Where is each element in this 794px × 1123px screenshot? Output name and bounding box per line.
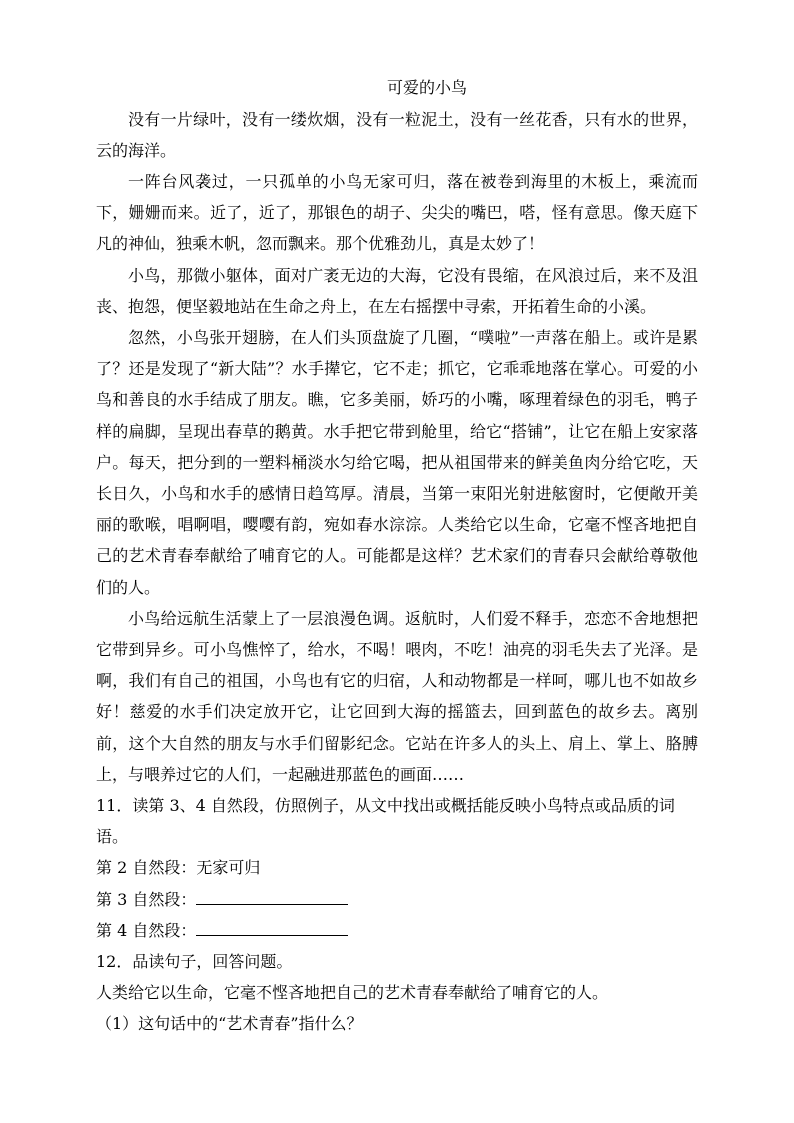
- paragraph-1: 没有一片绿叶，没有一缕炊烟，没有一粒泥土，没有一丝花香，只有水的世界，云的海洋。: [96, 109, 698, 160]
- article-title: 可爱的小鸟: [386, 78, 467, 97]
- paragraph-4: 忽然，小鸟张开翅膀，在人们头顶盘旋了几圈，“噗啦”一声落在船上。或许是累了？还是发现了“新大陆”？水手撵它，它不走；抓它，它乖乖地落在掌心。可爱的小鸟和善良的水手结成了朋友。瞧，它多美丽，娇巧的小嘴，啄理着绿色的羽毛，鸭子样的扁脚，呈现出春草的鹅黄。水手把它带到舱里，给它“搭铺”，让它在船上安家落户。每天，把分到的一塑料桶淡水匀给它喝，把从祖国带来的鲜美鱼肉分给它吃，天长日久，小鸟和水手的感情日趋笃厚。清晨，当第一束阳光射进舷窗时，它便敞开美丽的歌喉，唱啊唱，嘤嘤有韵，宛如春水淙淙。人类给它以生命，它毫不悭吝地把自己的艺术青春奉献给了哺育它的人。可能都是这样？艺术家们的青春只会献给尊敬他们的人。: [96, 327, 698, 597]
- question-11-paragraph-4-label: 第 4 自然段：: [96, 920, 197, 940]
- paragraph-5: 小鸟给远航生活蒙上了一层浪漫色调。返航时，人们爱不释手，恋恋不舍地想把它带到异乡。可小鸟憔悴了，给水，不喝！喂肉，不吃！油亮的羽毛失去了光泽。是啊，我们有自己的祖国，小鸟也有它的归宿，人和动物都是一样呵，哪儿也不如故乡好！慈爱的水手们决定放开它，让它回到大海的摇篮去，回到蓝色的故乡去。离别前，这个大自然的朋友与水手们留影纪念。它站在许多人的头上、肩上、掌上、胳膊上，与喂养过它的人们，一起融进那蓝色的画面……: [96, 608, 698, 784]
- question-12-sub-1: （1）这句话中的“艺术青春”指什么？: [96, 1014, 363, 1034]
- question-11-paragraph-3-label: 第 3 自然段：: [96, 889, 197, 909]
- question-11-example: 第 2 自然段：无家可归: [96, 858, 261, 878]
- question-11-paragraph-4: [96, 915, 698, 946]
- paragraph-3: 小鸟，那微小躯体，面对广袤无边的大海，它没有畏缩，在风浪过后，来不及沮丧、抱怨，便坚毅地站在生命之舟上，在左右摇摆中寻索，开拓着生命的小溪。: [96, 265, 698, 316]
- question-11-paragraph-3: [96, 884, 698, 915]
- answer-blank-paragraph-4[interactable]: [196, 921, 348, 936]
- question-11-line-1: 11．读第 3、4 自然段，仿照例子，从文中找出或概括能反映小鸟特点或品质的词: [96, 795, 675, 815]
- question-11-line-2: 语。: [96, 827, 129, 847]
- question-12-sentence: 人类给它以生命，它毫不悭吝地把自己的艺术青春奉献给了哺育它的人。: [96, 983, 609, 1003]
- paragraph-2: 一阵台风袭过，一只孤单的小鸟无家可归，落在被卷到海里的木板上，乘流而下，姗姗而来。近了，近了，那银色的胡子、尖尖的嘴巴，嗒，怪有意思。像天庭下凡的神仙，独乘木帆，忽而飘来。那个优雅劲儿，真是太妙了！: [96, 171, 698, 254]
- question-12: 12．品读句子，回答问题。: [96, 951, 293, 971]
- answer-blank-paragraph-3[interactable]: [196, 890, 348, 905]
